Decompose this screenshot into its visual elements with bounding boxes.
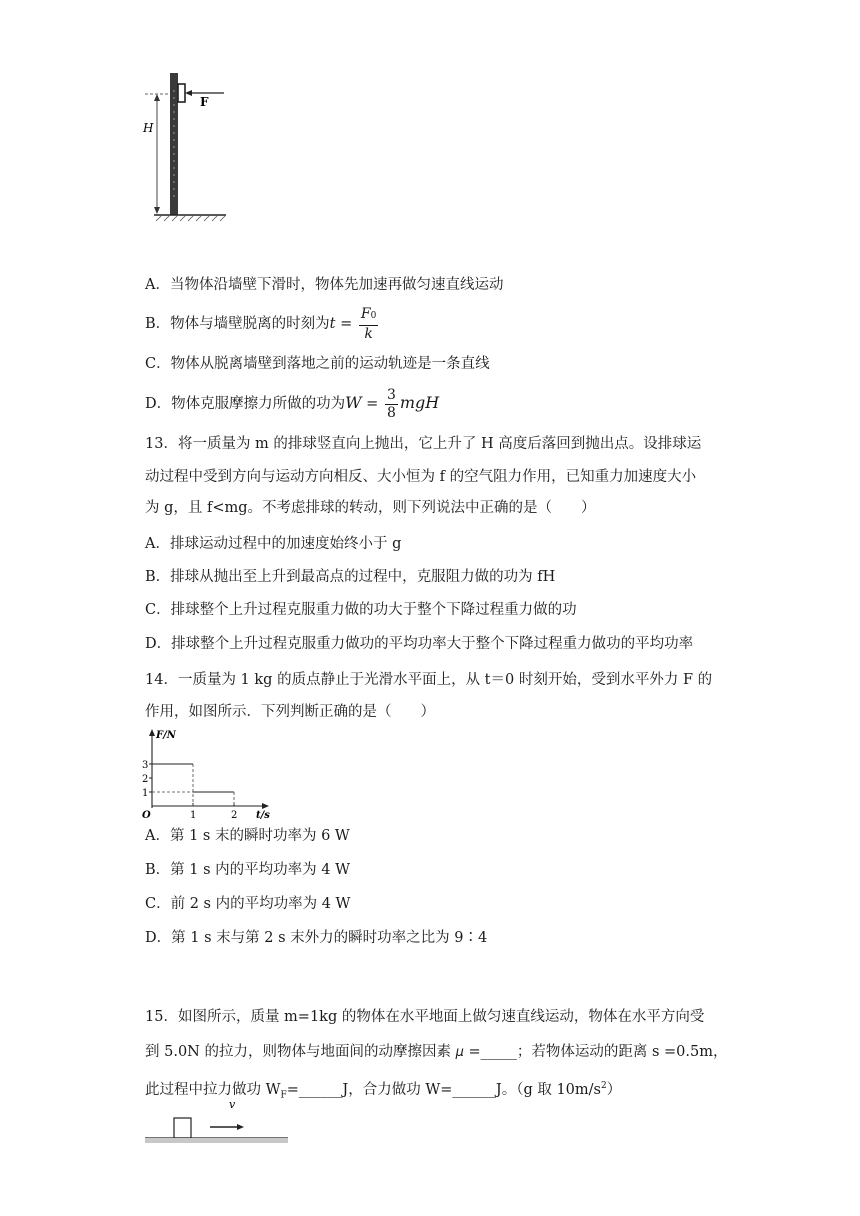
x-axis-arrow	[262, 803, 269, 809]
q12-option-b	[145, 304, 380, 344]
q12-option-d-numerator: 3	[386, 386, 396, 403]
q12-option-d-text: D．物体克服摩擦力所做的功为	[145, 396, 346, 412]
q15-stem-line1: 15．如图所示，质量 m=1kg 的物体在水平地面上做匀速直线运动，物体在水平方向受	[145, 1009, 705, 1025]
q12-option-b-fraction	[359, 306, 378, 343]
q15-line3-end: ）	[606, 1081, 622, 1098]
q12-option-b-numerator: F	[360, 305, 371, 322]
q15-stem-line2	[145, 1042, 728, 1063]
y-tick-label: 3	[142, 760, 149, 771]
q12-option-c: C．物体从脱离墙壁到落地之前的运动轨迹是一条直线	[145, 356, 490, 372]
chart-axes	[152, 732, 266, 808]
q12-option-b-eq: =	[335, 316, 357, 332]
q14-option-c: C．前 2 s 内的平均功率为 4 W	[145, 896, 351, 912]
force-label: F	[200, 95, 209, 109]
x-tick-label: 1	[190, 810, 197, 820]
y-tick-label: 2	[142, 774, 149, 785]
q15-line3-mid: =______J，合力做功 W=______J。（g 取 10m/s	[286, 1081, 601, 1098]
q13-stem-line1: 13．将一质量为 m 的排球竖直向上抛出，它上升了 H 高度后落回到抛出点。设排球运	[145, 436, 702, 452]
q12-option-b-var: t	[329, 316, 336, 332]
q13-option-a: A．排球运动过程中的加速度始终小于 g	[145, 536, 402, 552]
wall-figure	[140, 70, 240, 222]
q14-stem-line2: 作用，如图所示．下列判断正确的是（ ）	[145, 704, 435, 720]
velocity-arrow-head	[237, 1124, 244, 1130]
q15-line2-rest: =_____；若物体运动的距离 s =0.5m，	[463, 1044, 728, 1060]
block-figure	[140, 1096, 295, 1148]
block	[178, 84, 185, 102]
q13-stem-line2: 动过程中受到方向与运动方向相反、大小恒为 f 的空气阻力作用，已知重力加速度大小	[145, 469, 697, 485]
q14-option-b: B．第 1 s 内的平均功率为 4 W	[145, 862, 350, 878]
q12-option-b-text: B．物体与墙壁脱离的时刻为	[145, 316, 330, 332]
q12-option-d	[145, 383, 439, 424]
force-arrow-head	[185, 90, 192, 96]
q14-option-d: D．第 1 s 末与第 2 s 末外力的瞬时功率之比为 9∶4	[145, 930, 488, 946]
height-arrow-top	[154, 94, 160, 101]
wall-pillar	[170, 73, 178, 215]
sliding-block	[174, 1118, 191, 1138]
height-arrow-bottom	[154, 207, 160, 214]
q14-option-a: A．第 1 s 末的瞬时功率为 6 W	[145, 828, 350, 844]
q12-option-d-var: W	[345, 393, 362, 412]
y-axis-label: F/N	[156, 730, 176, 741]
x-tick-label: 2	[231, 810, 238, 820]
q13-option-c: C．排球整个上升过程克服重力做的功大于整个下降过程重力做的功	[145, 602, 577, 618]
q12-option-b-numerator-sub: 0	[370, 310, 377, 321]
q12-option-a: A．当物体沿墙壁下滑时，物体先加速再做匀速直线运动	[145, 277, 504, 293]
origin-label: O	[142, 810, 151, 820]
ground-band	[145, 1138, 288, 1143]
q15-line3-sub: F	[280, 1090, 287, 1101]
y-tick-label: 1	[142, 788, 149, 799]
height-label: H	[143, 121, 154, 135]
q15-line3-text: 此过程中拉力做功 W	[145, 1081, 281, 1098]
force-time-chart	[140, 728, 275, 820]
q12-option-d-denominator: 8	[386, 404, 396, 421]
y-axis-arrow	[149, 729, 155, 736]
q15-line2-text: 到 5.0N 的拉力，则物体与地面间的动摩擦因素	[145, 1044, 451, 1060]
ground-hatch	[156, 215, 226, 221]
q13-stem-line3: 为 g，且 f<mg。不考虑排球的转动，则下列说法中正确的是（ ）	[145, 500, 596, 516]
velocity-label: v	[229, 1098, 236, 1111]
q12-option-d-eq: =	[361, 396, 383, 412]
q15-line3-sup: 2	[600, 1081, 607, 1091]
q13-option-b: B．排球从抛出至上升到最高点的过程中，克服阻力做的功为 fH	[145, 569, 556, 585]
x-axis-label: t/s	[256, 810, 270, 820]
q12-option-d-fraction	[385, 387, 398, 422]
q12-option-d-tail: mgH	[399, 393, 440, 412]
q12-option-b-denominator: k	[364, 325, 373, 342]
q14-stem-line1: 14．一质量为 1 kg 的质点静止于光滑水平面上，从 t＝0 时刻开始，受到水平外力 F 的	[145, 672, 713, 688]
q13-option-d: D．排球整个上升过程克服重力做功的平均功率大于整个下降过程重力做功的平均功率	[145, 636, 694, 652]
q15-mu-symbol: μ	[455, 1045, 464, 1060]
